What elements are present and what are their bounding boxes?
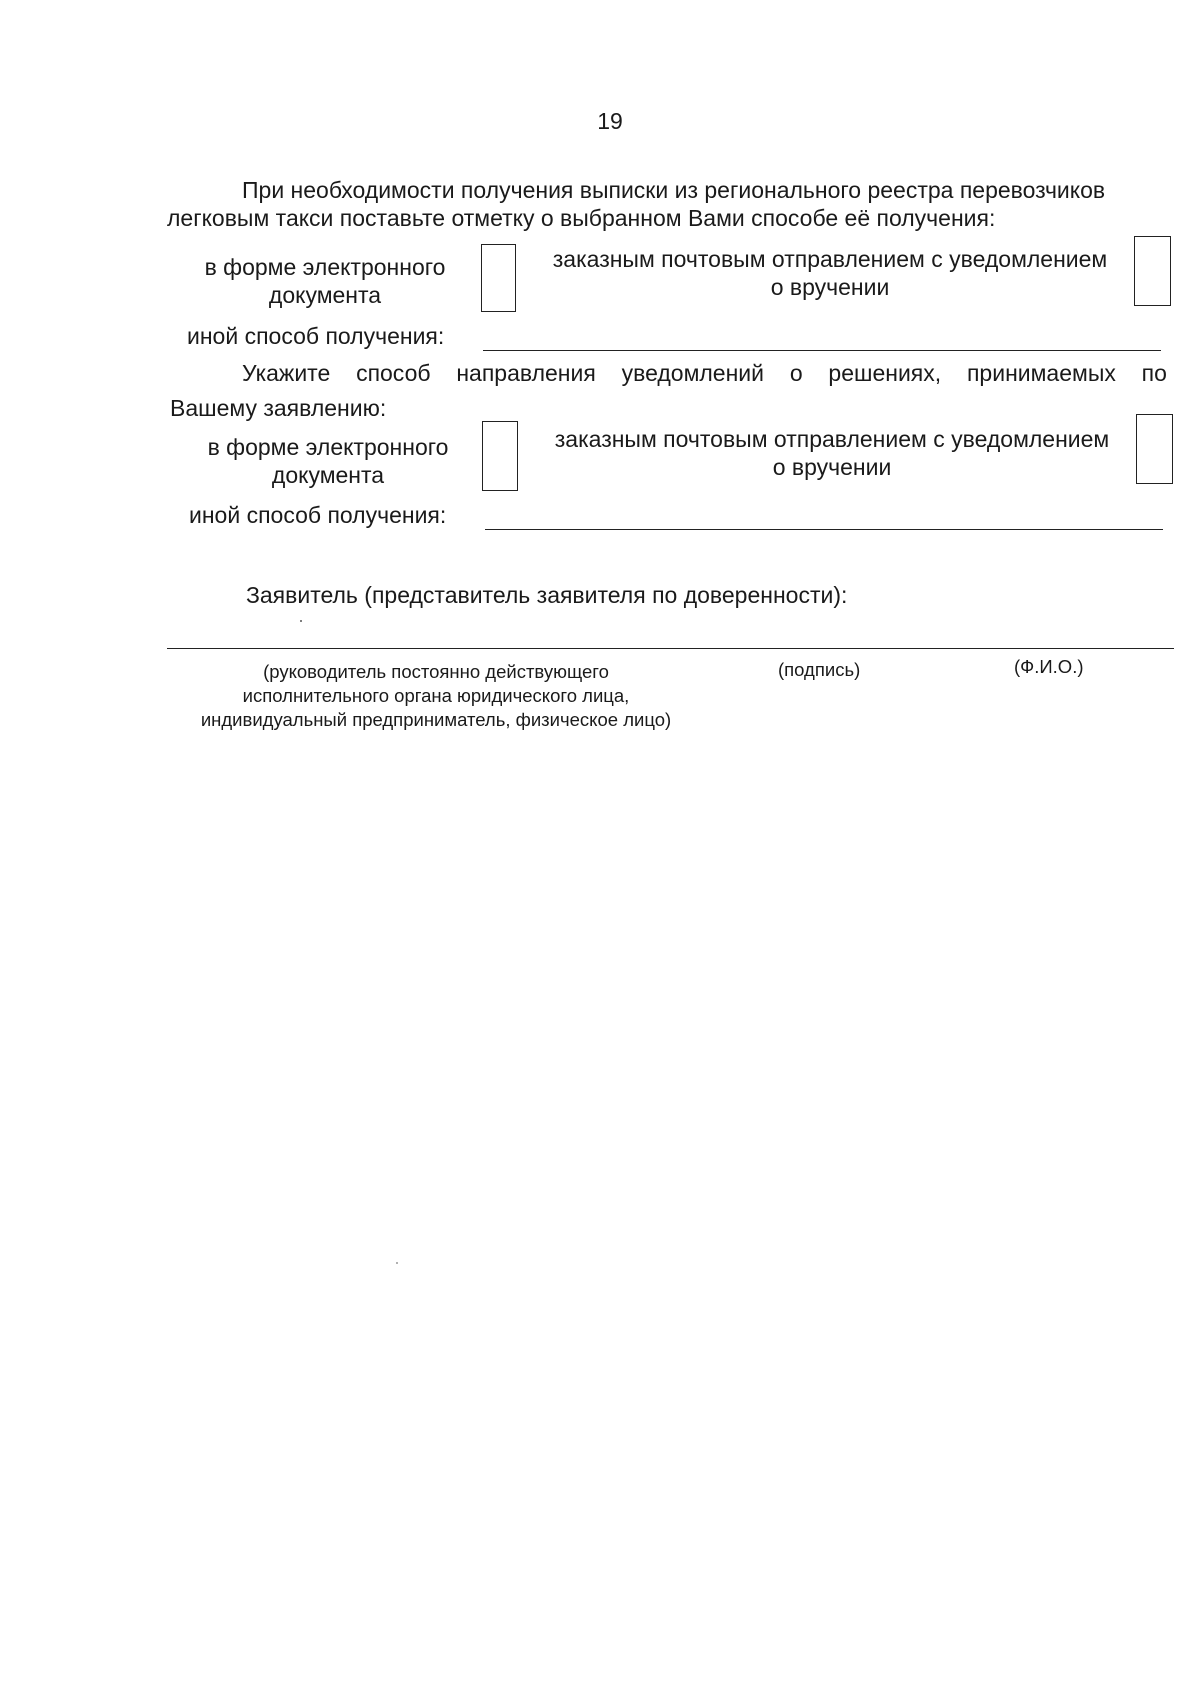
section2-electronic-checkbox[interactable] — [482, 421, 518, 491]
section2-intro-word: решениях, — [828, 360, 942, 386]
section2-intro-word: о — [789, 360, 803, 386]
section1-option-electronic-line2: документа — [268, 282, 382, 308]
section2-intro-word: Укажите — [242, 360, 331, 386]
section2-intro-word: направления — [456, 360, 596, 386]
section1-intro-line2: легковым такси поставьте отметку о выбранном Вами способе её получения: — [167, 205, 996, 231]
applicant-role-caption-line3: индивидуальный предприниматель, физическое лицо) — [200, 709, 672, 730]
section1-option-electronic-line1: в форме электронного — [204, 254, 446, 280]
section2-option-electronic-line1: в форме электронного — [207, 434, 449, 460]
section2-intro-word: по — [1141, 360, 1167, 386]
section1-option-electronic-label — [180, 253, 470, 309]
applicant-name-caption: (Ф.И.О.) — [1014, 656, 1084, 677]
section1-option-mail-label — [530, 245, 1130, 301]
section2-option-electronic-line2: документа — [271, 462, 385, 488]
section1-electronic-checkbox[interactable] — [481, 244, 516, 312]
applicant-signature-caption: (подпись) — [778, 659, 861, 680]
section2-intro-line1 — [242, 359, 1167, 387]
section2-option-electronic-label — [183, 433, 473, 489]
applicant-role-caption-line1: (руководитель постоянно действующего — [263, 661, 609, 682]
section1-mail-checkbox[interactable] — [1134, 236, 1171, 306]
page-number: 19 — [597, 108, 623, 134]
section2-option-mail-label — [532, 425, 1132, 481]
applicant-role-caption — [166, 660, 706, 732]
section2-option-mail-line2: о вручении — [772, 454, 892, 480]
section2-option-mail-line1: заказным почтовым отправлением с уведомлением — [554, 426, 1110, 452]
section2-other-method-label: иной способ получения: — [189, 502, 447, 528]
section2-intro-word: принимаемых — [966, 360, 1116, 386]
section1-other-method-label: иной способ получения: — [187, 323, 445, 349]
section2-other-method-field[interactable] — [485, 529, 1163, 530]
section2-intro-word: способ — [356, 360, 431, 386]
section2-intro-line2: Вашему заявлению: — [170, 395, 387, 421]
scan-speck — [300, 620, 302, 622]
section1-intro-line1: При необходимости получения выписки из регионального реестра перевозчиков — [242, 177, 1106, 203]
scan-speck — [396, 1262, 398, 1264]
section2-mail-checkbox[interactable] — [1136, 414, 1173, 484]
applicant-signature-line[interactable] — [167, 648, 1174, 649]
applicant-role-caption-line2: исполнительного органа юридического лица, — [242, 685, 630, 706]
section2-intro-word: уведомлений — [621, 360, 764, 386]
section1-option-mail-line1: заказным почтовым отправлением с уведомлением — [552, 246, 1108, 272]
section1-option-mail-line2: о вручении — [770, 274, 890, 300]
applicant-label: Заявитель (представитель заявителя по доверенности): — [246, 582, 848, 608]
section1-other-method-field[interactable] — [483, 350, 1161, 351]
